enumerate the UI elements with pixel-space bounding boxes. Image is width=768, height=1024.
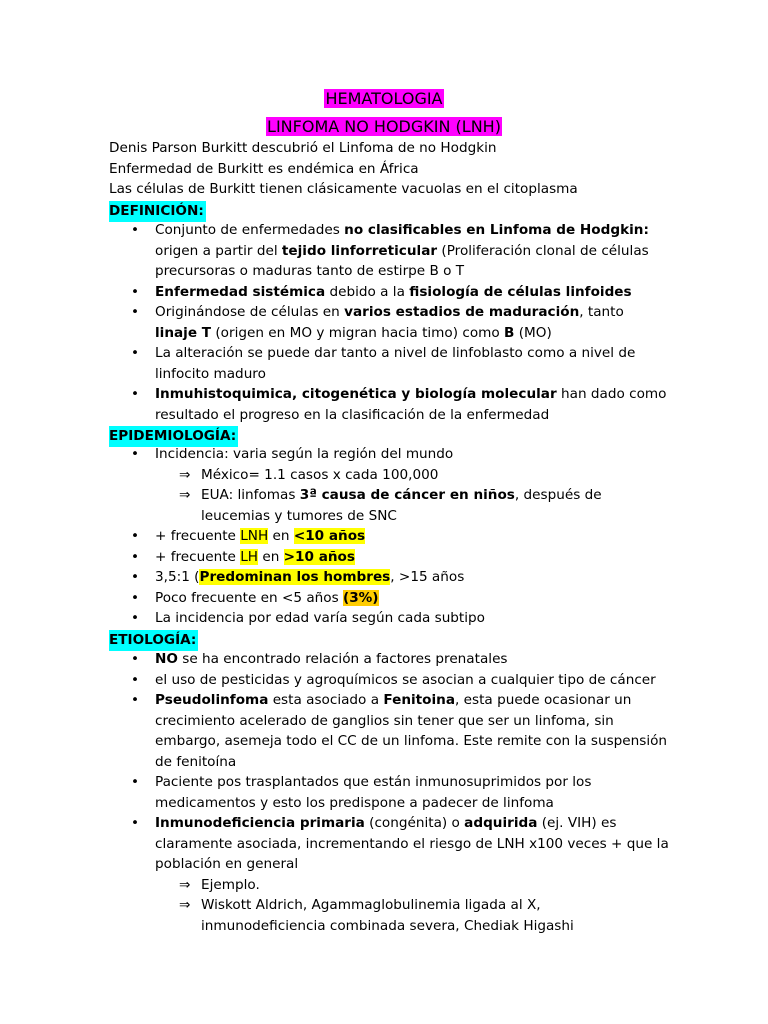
text: Paciente pos trasplantados que están inmunosuprimidos por los medicamentos y esto los predispone a padecer de linfoma [155,774,592,811]
arrow-item [155,895,669,936]
section-etiologia [109,629,198,651]
document-subtitle [0,116,768,137]
intro-line: Denis Parson Burkitt descubrió el Linfoma de no Hodgkin [109,140,497,156]
bold-text: NO [155,651,178,667]
text: 3,5:1 ( [155,569,200,585]
text: en [258,548,284,565]
title-hematologia: HEMATOLOGIA [325,89,443,108]
bold-text: Fenitoina [383,692,455,708]
text: (ej. VIH) es claramente asociada, incrementando el riesgo de LNH x100 veces + que la población en general [155,815,669,872]
highlight-text: >10 años [283,548,355,565]
bold-text: linaje T [155,324,212,341]
bold-text: no clasificables en Linfoma de Hodgkin: [344,222,649,238]
list-item [109,608,669,629]
bold-text: adquirida [464,815,538,831]
text: en [268,528,294,544]
list-item [109,690,669,772]
text: se ha encontrado relación a factores prenatales [177,651,508,667]
text: el uso de pesticidas y agroquímicos se asocian a cualquier tipo de cáncer [155,671,656,688]
list-item [109,343,669,384]
text: origen a partir del [155,242,282,259]
section-heading: EPIDEMIOLOGÍA: [109,426,238,447]
text: han dado como resultado el progreso en la clasificación de la enfermedad [155,386,667,423]
section-definicion [109,200,206,222]
bold-text: 3ª causa de cáncer en niños [299,487,515,503]
text: esta asociado a [268,692,384,708]
text: + frecuente [155,548,241,565]
list-item [109,526,669,547]
intro-line: Enfermedad de Burkitt es endémica en África [109,160,419,177]
highlight-text: LNH [240,528,269,544]
highlight-text: Predominan los hombres [199,569,391,585]
list-item [109,813,669,936]
text: Incidencia: varia según la región del mundo [155,446,454,462]
bold-text: fisiología de células linfoides [409,283,632,300]
bold-text: Inmunodeficiencia primaria [155,815,365,831]
list-item [109,670,669,691]
text: , después de leucemias y tumores de SNC [201,487,602,524]
definicion-list [109,220,669,425]
intro-line: Las células de Burkitt tienen clásicamente vacuolas en el citoplasma [109,181,578,197]
text: (Proliferación clonal de células precursoras o maduras tanto de estirpe B o T [155,242,649,279]
list-item [109,282,669,303]
text: Wiskott Aldrich, Agammaglobulinemia ligada al X, inmunodeficiencia combinada severa, Chediak Higashi [201,897,574,934]
list-item [109,302,669,343]
text: , tanto [579,304,624,320]
bold-text: varios estadios de maduración [344,304,580,320]
text: Poco frecuente en <5 años [155,589,343,606]
text: México= 1.1 casos x cada 100,000 [201,466,439,483]
text: , >15 años [390,569,465,585]
intro-block [109,138,749,200]
document-title [0,88,768,109]
arrow-item [155,485,669,526]
highlight-text: (3%) [343,589,379,606]
etiologia-list [109,649,669,936]
list-item [109,547,669,568]
epidemiologia-list [109,444,669,629]
bold-text: B [504,324,515,341]
text: La alteración se puede dar tanto a nivel de linfoblasto como a nivel de linfocito maduro [155,345,636,382]
arrow-item [155,875,669,896]
list-item [109,567,669,588]
text: Ejemplo. [201,876,260,893]
section-heading: DEFINICIÓN: [109,201,206,222]
list-item [109,384,669,425]
bold-text: Pseudolinfoma [155,692,269,708]
highlight-text: <10 años [293,528,366,544]
sub-list [155,875,669,937]
bold-text: Inmuhistoquimica, citogenética y biología molecular [155,386,557,402]
text: Originándose de células en [155,304,345,320]
arrow-item [155,465,669,486]
text: Conjunto de enfermedades [155,222,345,238]
sub-list [155,465,669,527]
section-heading: ETIOLOGÍA: [109,630,198,651]
text: , esta puede ocasionar un crecimiento acelerado de ganglios sin tener que ser un linfoma, sin embargo, asemeja todo el CC de un linfoma. Este remite con la suspensión de fenitoína [155,692,668,770]
list-item [109,220,669,282]
text: EUA: linfomas [201,487,300,503]
bold-text: Enfermedad sistémica [155,283,326,300]
text: La incidencia por edad varía según cada subtipo [155,610,485,626]
text: (origen en MO y migran hacia timo) como [211,324,505,341]
text: (MO) [514,324,552,341]
text: debido a la [325,283,410,300]
list-item [109,588,669,609]
bold-text: tejido linforreticular [281,242,438,259]
text: (congénita) o [364,815,465,831]
highlight-text: LH [240,548,259,565]
list-item [109,649,669,670]
list-item [109,772,669,813]
title-linfoma: LINFOMA NO HODGKIN (LNH) [267,117,501,136]
text: + frecuente [155,528,241,544]
list-item [109,444,669,526]
